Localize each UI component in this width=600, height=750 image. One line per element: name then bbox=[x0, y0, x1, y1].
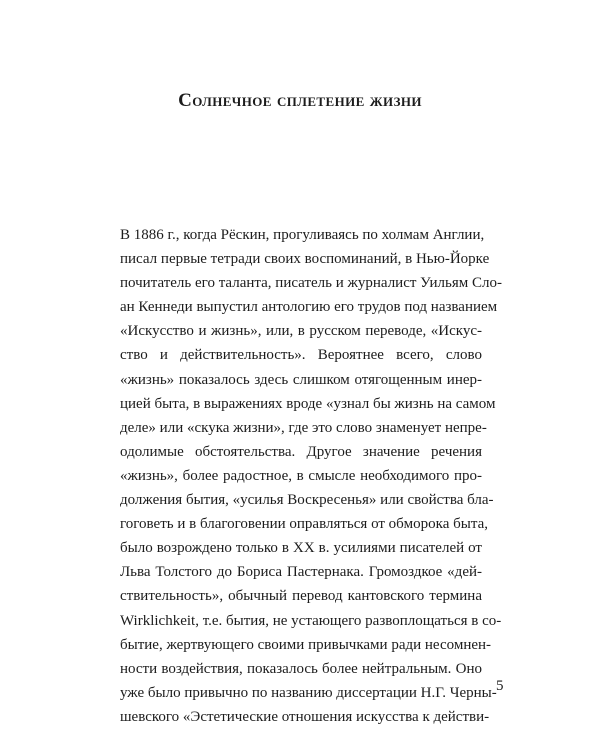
text-line: ство и действительность». Вероятнее всего, слово bbox=[120, 347, 482, 364]
text-line: ствительность», обычный перевод кантовского термина bbox=[120, 588, 482, 605]
text-line: было возрождено только в XX в. усилиями писателей от bbox=[120, 540, 482, 557]
text-line: почитатель его таланта, писатель и журналист Уильям Сло- bbox=[120, 275, 502, 292]
text-line: ан Кеннеди выпустил антологию его трудов под названием bbox=[120, 299, 498, 316]
body-paragraph bbox=[120, 223, 502, 729]
chapter-title: Солнечное сплетение жизни bbox=[178, 90, 422, 111]
text-line: «Искусство и жизнь», или, в русском переводе, «Искус- bbox=[120, 323, 482, 340]
text-line: писал первые тетради своих воспоминаний, в Нью-Йорке bbox=[120, 251, 490, 268]
text-line: Льва Толстого до Бориса Пастернака. Громоздкое «дей- bbox=[120, 564, 482, 581]
text-line: гоговеть и в благоговении оправляться от обморока быта, bbox=[120, 516, 488, 533]
text-line: ности воздействия, показалось более нейтральным. Оно bbox=[120, 660, 482, 677]
text-line: В 1886 г., когда Рёскин, прогуливаясь по холмам Англии, bbox=[120, 227, 485, 243]
text-line: одолимые обстоятельства. Другое значение речения bbox=[120, 443, 482, 460]
text-line: бытие, жертвующего своими привычками ради несомнен- bbox=[120, 636, 492, 653]
text-line: «жизнь» показалось здесь слишком отягощенным инер- bbox=[120, 371, 482, 388]
text-line: цией быта, в выражениях вроде «узнал бы жизнь на самом bbox=[120, 395, 496, 412]
text-line: уже было привычно по названию диссертации Н.Г. Черны- bbox=[120, 684, 497, 701]
text-line: Wirklichkeit, т.е. бытия, не устающего развоплощаться в со- bbox=[120, 612, 502, 629]
text-line: деле» или «скука жизни», где это слово знаменует непре- bbox=[120, 419, 487, 436]
text-line: должения бытия, «усилья Воскресенья» или свойства бла- bbox=[120, 492, 494, 509]
text-line: «жизнь», более радостное, в смысле необходимого про- bbox=[120, 467, 482, 484]
text-line: шевского «Эстетические отношения искусства к действи- bbox=[120, 708, 490, 725]
page-number: 5 bbox=[496, 678, 504, 694]
